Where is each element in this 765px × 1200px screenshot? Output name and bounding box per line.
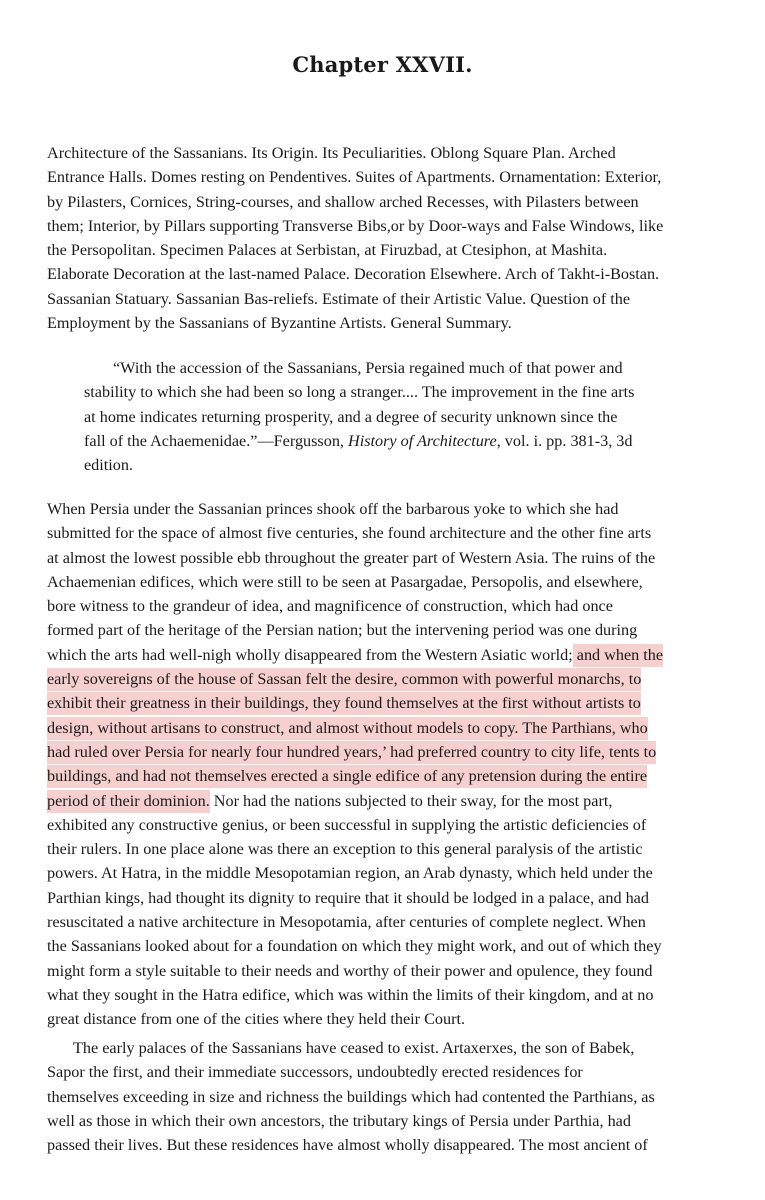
epigraph-line: at home indicates returning prosperity, and a degree of security unknown since the: [84, 407, 618, 426]
paragraph-line: resuscitated a native architecture in Mesopotamia, after centuries of complete neglect. When: [47, 913, 646, 932]
paragraph-line: formed part of the heritage of the Persian nation; but the intervening period was one during: [47, 621, 638, 640]
summary-line: them; Interior, by Pillars supporting Transverse Bibs,or by Door-ways and False Windows, like: [47, 216, 664, 235]
summary-line: Elaborate Decoration at the last-named Palace. Decoration Elsewhere. Arch of Takht-i-Bostan.: [47, 265, 660, 284]
epigraph-line: edition.: [84, 456, 134, 475]
paragraph-line: [47, 716, 727, 740]
highlighted-text[interactable]: and when the: [573, 644, 663, 667]
summary-line: Entrance Halls. Domes resting on Pendentives. Suites of Apartments. Ornamentation: Exterior,: [47, 168, 662, 187]
paragraph-line: exhibited any constructive genius, or been successful in supplying the artistic deficiencies of: [47, 815, 647, 834]
paragraph-text: which the arts had well-nigh wholly disappeared from the Western Asiatic world;: [47, 645, 573, 664]
paragraph-line: Parthian kings, had thought its dignity to require that it should be lodged in a palace, and had: [47, 888, 649, 907]
paragraph-line: themselves exceeding in size and richness the buildings which had contented the Parthians, as: [47, 1087, 655, 1106]
highlighted-text[interactable]: buildings, and had not themselves erected a single edifice of any pretension during the entire: [47, 765, 647, 788]
paragraph-line: [47, 764, 727, 788]
paragraph-line: [47, 643, 727, 667]
paragraph-line: might form a style suitable to their needs and worthy of their power and opulence, they found: [47, 961, 653, 980]
body-paragraph-2: [47, 1036, 727, 1157]
epigraph-line: [84, 429, 694, 453]
chapter-summary: [47, 141, 727, 335]
paragraph-line: [47, 667, 727, 691]
summary-line: Architecture of the Sassanians. Its Origin. Its Peculiarities. Oblong Square Plan. Arched: [47, 144, 616, 162]
paragraph-line: [47, 789, 727, 813]
paragraph-line: submitted for the space of almost five centuries, she found architecture and the other fine arts: [47, 524, 652, 543]
paragraph-line: Sapor the first, and their immediate successors, undoubtedly erected residences for: [47, 1063, 583, 1082]
highlighted-text[interactable]: period of their dominion.: [47, 790, 210, 813]
paragraph-line: what they sought in the Hatra edifice, which was within the limits of their kingdom, and at no: [47, 985, 654, 1004]
paragraph-line: the Sassanians looked about for a foundation on which they might work, and out of which they: [47, 937, 662, 956]
body-paragraph-1: [47, 497, 727, 1032]
paragraph-line: powers. At Hatra, in the middle Mesopotamian region, an Arab dynasty, which held under the: [47, 864, 653, 883]
summary-line: Sassanian Statuary. Sassanian Bas-reliefs. Estimate of their Artistic Value. Question of the: [47, 289, 631, 308]
summary-line: Employment by the Sassanians of Byzantine Artists. General Summary.: [47, 314, 512, 333]
epigraph-line: “With the accession of the Sassanians, Persia regained much of that power and: [113, 359, 623, 377]
epigraph-book-title: History of Architecture: [348, 431, 497, 450]
paragraph-line: The early palaces of the Sassanians have ceased to exist. Artaxerxes, the son of Babek,: [73, 1039, 635, 1057]
chapter-title: Chapter XXVII.: [292, 52, 473, 77]
paragraph-line: When Persia under the Sassanian princes shook off the barbarous yoke to which she had: [47, 500, 619, 518]
highlighted-text[interactable]: early sovereigns of the house of Sassan felt the desire, common with powerful monarchs, to: [47, 668, 641, 691]
highlighted-text[interactable]: design, without artisans to construct, and almost without models to copy. The Parthians, who: [47, 717, 648, 740]
highlighted-text[interactable]: exhibit their greatness in their buildings, they found themselves at the first without artists to: [47, 692, 641, 715]
paragraph-line: great distance from one of the cities where they held their Court.: [47, 1010, 466, 1029]
paragraph-line: well as those in which their own ancestors, the tributary kings of Persia under Parthia, had: [47, 1111, 631, 1130]
epigraph-quote: [84, 356, 694, 477]
paragraph-line: [47, 740, 727, 764]
summary-line: by Pilasters, Cornices, String-courses, and shallow arched Recesses, with Pilasters between: [47, 192, 639, 211]
paragraph-line: their rulers. In one place alone was there an exception to this general paralysis of the artistic: [47, 840, 643, 859]
paragraph-line: Achaemenian edifices, which were still to be seen at Pasargadae, Persopolis, and elsewhere,: [47, 572, 643, 591]
epigraph-attribution: fall of the Achaemenidae.”—Fergusson,: [84, 431, 349, 450]
summary-line: the Persopolitan. Specimen Palaces at Serbistan, at Firuzbad, at Ctesiphon, at Mashita.: [47, 241, 608, 260]
highlighted-text[interactable]: had ruled over Persia for nearly four hundred years,’ had preferred country to city life, tents to: [47, 741, 656, 764]
epigraph-citation: , vol. i. pp. 381-3, 3d: [496, 431, 633, 450]
paragraph-line: [47, 691, 727, 715]
paragraph-line: passed their lives. But these residences have almost wholly disappeared. The most ancient of: [47, 1136, 648, 1155]
epigraph-line: stability to which she had been so long a stranger.... The improvement in the fine arts: [84, 383, 635, 402]
paragraph-line: at almost the lowest possible ebb throughout the greater part of Western Asia. The ruins of the: [47, 548, 656, 567]
paragraph-text: Nor had the nations subjected to their sway, for the most part,: [209, 791, 613, 810]
paragraph-line: bore witness to the grandeur of idea, and magnificence of construction, which had once: [47, 597, 613, 616]
